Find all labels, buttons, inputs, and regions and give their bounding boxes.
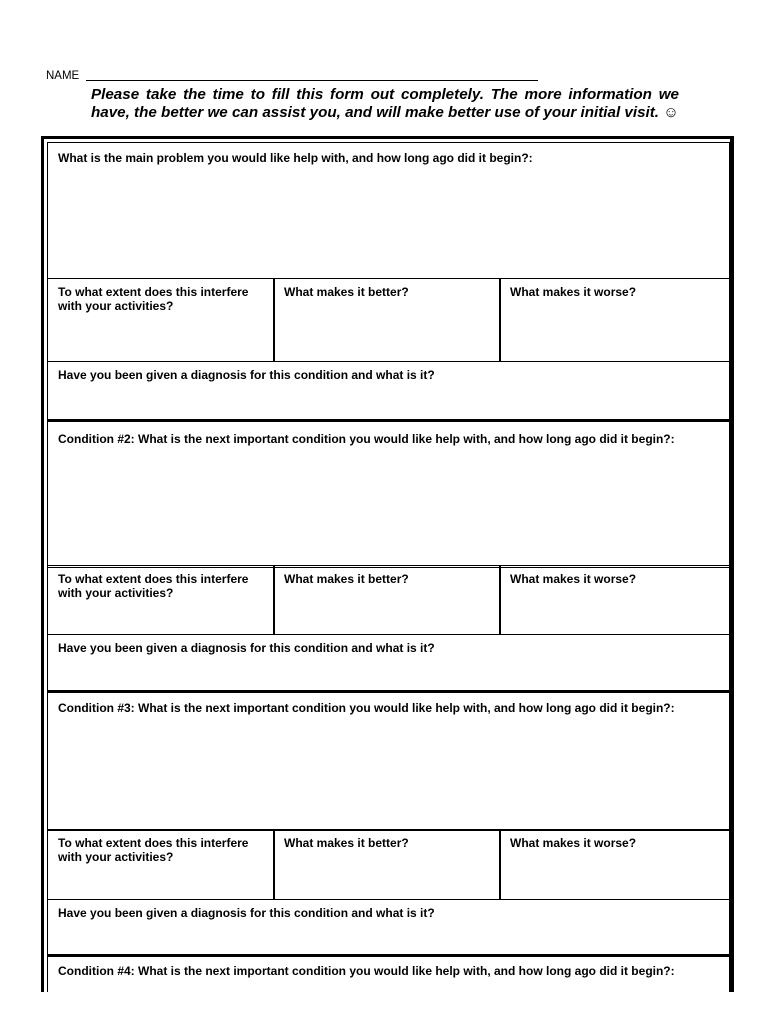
interfere-label: To what extent does this interfere with your activities? <box>58 572 249 600</box>
diagnosis-label: Have you been given a diagnosis for this condition and what is it? <box>58 641 435 655</box>
interfere-label: To what extent does this interfere with your activities? <box>58 836 249 864</box>
worse-label: What makes it worse? <box>510 836 637 850</box>
condition-3-main-question[interactable] <box>47 690 730 831</box>
condition-1-main-question-label: What is the main problem you would like help with, and how long ago did it begin?: <box>58 151 533 165</box>
condition-4-main-question[interactable] <box>47 954 730 992</box>
condition-3-better-cell[interactable] <box>273 829 501 900</box>
condition-2-worse-cell[interactable] <box>499 565 730 635</box>
condition-1-diagnosis-cell[interactable] <box>47 361 730 420</box>
worse-label: What makes it worse? <box>510 285 637 299</box>
better-label: What makes it better? <box>284 285 409 299</box>
name-input-line[interactable] <box>86 70 538 81</box>
condition-2-main-question-label: Condition #2: What is the next important condition you would like help with, and how long ago did it begin?: <box>58 432 675 446</box>
condition-2-better-cell[interactable] <box>273 565 501 635</box>
condition-2-main-question[interactable] <box>47 419 730 568</box>
condition-3-diagnosis-cell[interactable] <box>47 899 730 956</box>
better-label: What makes it better? <box>284 836 409 850</box>
condition-3-worse-cell[interactable] <box>499 829 730 900</box>
condition-3-interfere-cell[interactable] <box>47 829 275 900</box>
better-label: What makes it better? <box>284 572 409 586</box>
worse-label: What makes it worse? <box>510 572 637 586</box>
condition-3-main-question-label: Condition #3: What is the next important condition you would like help with, and how long ago did it begin?: <box>58 701 675 715</box>
diagnosis-label: Have you been given a diagnosis for this condition and what is it? <box>58 368 435 382</box>
intake-form <box>41 136 734 992</box>
condition-1-worse-cell[interactable] <box>499 278 730 362</box>
condition-1-better-cell[interactable] <box>273 278 501 362</box>
condition-2-interfere-cell[interactable] <box>47 565 275 635</box>
condition-1-interfere-cell[interactable] <box>47 278 275 362</box>
name-field[interactable] <box>46 68 538 82</box>
interfere-label: To what extent does this interfere with your activities? <box>58 285 249 313</box>
condition-2-diagnosis-cell[interactable] <box>47 634 730 692</box>
condition-1-main-question[interactable] <box>47 142 730 279</box>
name-label: NAME <box>46 70 80 82</box>
diagnosis-label: Have you been given a diagnosis for this condition and what is it? <box>58 906 435 920</box>
condition-4-main-question-label: Condition #4: What is the next important condition you would like help with, and how long ago did it begin?: <box>58 964 675 978</box>
intro-instructions: Please take the time to fill this form out completely. The more information we have, the better we can assist you, and will make better use of your initial visit. ☺ <box>91 86 679 121</box>
